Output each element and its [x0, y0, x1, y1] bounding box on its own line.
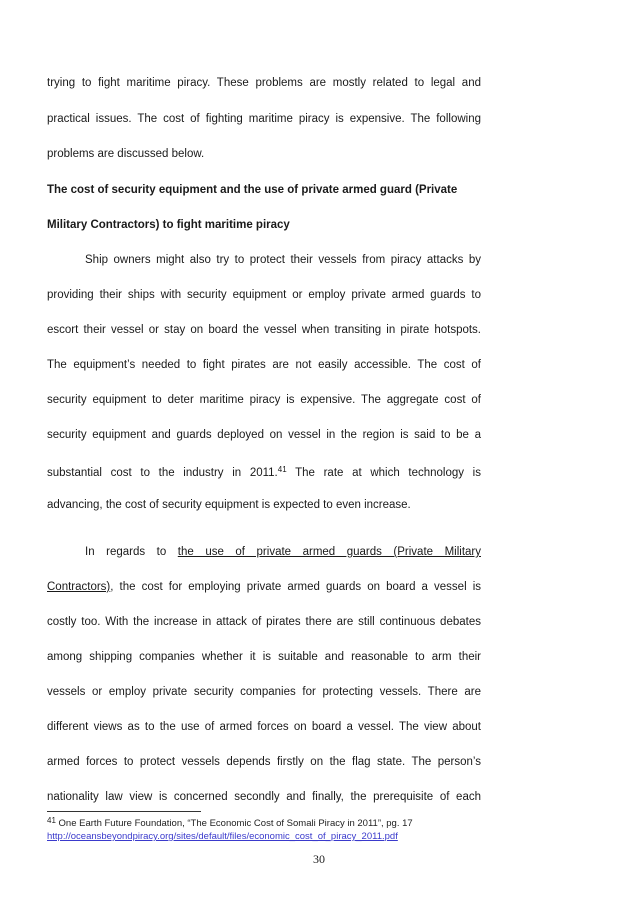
- text-line: trying to fight maritime piracy. These problems are mostly related to legal and: [47, 77, 481, 89]
- text-line: different views as to the use of armed forces on board a vessel. The view about: [47, 721, 481, 733]
- text-line: security equipment and guards deployed on vessel in the region is said to be a: [47, 429, 481, 441]
- text-line: security equipment to deter maritime piracy is expensive. The aggregate cost of: [47, 394, 481, 406]
- text-line: practical issues. The cost of fighting maritime piracy is expensive. The following: [47, 113, 481, 125]
- text-line: armed forces to protect vessels depends firstly on the flag state. The person’s: [47, 756, 481, 768]
- footnote-reference[interactable]: 41: [277, 465, 287, 474]
- underlined-text: Contractors): [47, 581, 111, 593]
- text-line: [47, 579, 481, 595]
- text-line-with-footnote-ref: [47, 462, 481, 478]
- footnote-number: 41: [47, 816, 56, 825]
- footnote-text: One Earth Future Foundation, “The Economic Cost of Somali Piracy in 2011”, pg. 17: [55, 818, 413, 829]
- text-line: problems are discussed below.: [47, 148, 205, 160]
- footnote-separator: [47, 811, 201, 812]
- text-span: The rate at which technology is: [286, 467, 481, 479]
- text-line: nationality law view is concerned secondly and finally, the prerequisite of each: [47, 791, 481, 803]
- page-number: 30: [313, 852, 325, 866]
- text-span: In regards to: [85, 546, 178, 558]
- text-line: The equipment’s needed to fight pirates are not easily accessible. The cost of: [47, 359, 481, 371]
- text-span: , the cost for employing private armed guards on board a vessel is: [110, 581, 481, 593]
- text-span: substantial cost to the industry in 2011.: [47, 467, 278, 479]
- text-line: advancing, the cost of security equipment is expected to even increase.: [47, 499, 411, 511]
- text-line: Ship owners might also try to protect their vessels from piracy attacks by: [85, 254, 481, 266]
- section-heading-line-1: The cost of security equipment and the use of private armed guard (Private: [47, 184, 458, 196]
- text-line: [85, 544, 481, 560]
- text-line: costly too. With the increase in attack of pirates there are still continuous debates: [47, 616, 481, 628]
- footnote: [47, 816, 413, 829]
- text-line: providing their ships with security equipment or employ private armed guards to: [47, 289, 481, 301]
- section-heading-line-2: Military Contractors) to fight maritime piracy: [47, 219, 290, 231]
- text-line: vessels or employ private security companies for protecting vessels. There are: [47, 686, 481, 698]
- text-line: among shipping companies whether it is suitable and reasonable to arm their: [47, 651, 481, 663]
- footnote-link[interactable]: http://oceansbeyondpiracy.org/sites/default/files/economic_cost_of_piracy_2011.pdf: [47, 831, 398, 842]
- underlined-text: the use of private armed guards (Private Military: [177, 546, 481, 558]
- text-line: escort their vessel or stay on board the vessel when transiting in pirate hotspots.: [47, 324, 481, 336]
